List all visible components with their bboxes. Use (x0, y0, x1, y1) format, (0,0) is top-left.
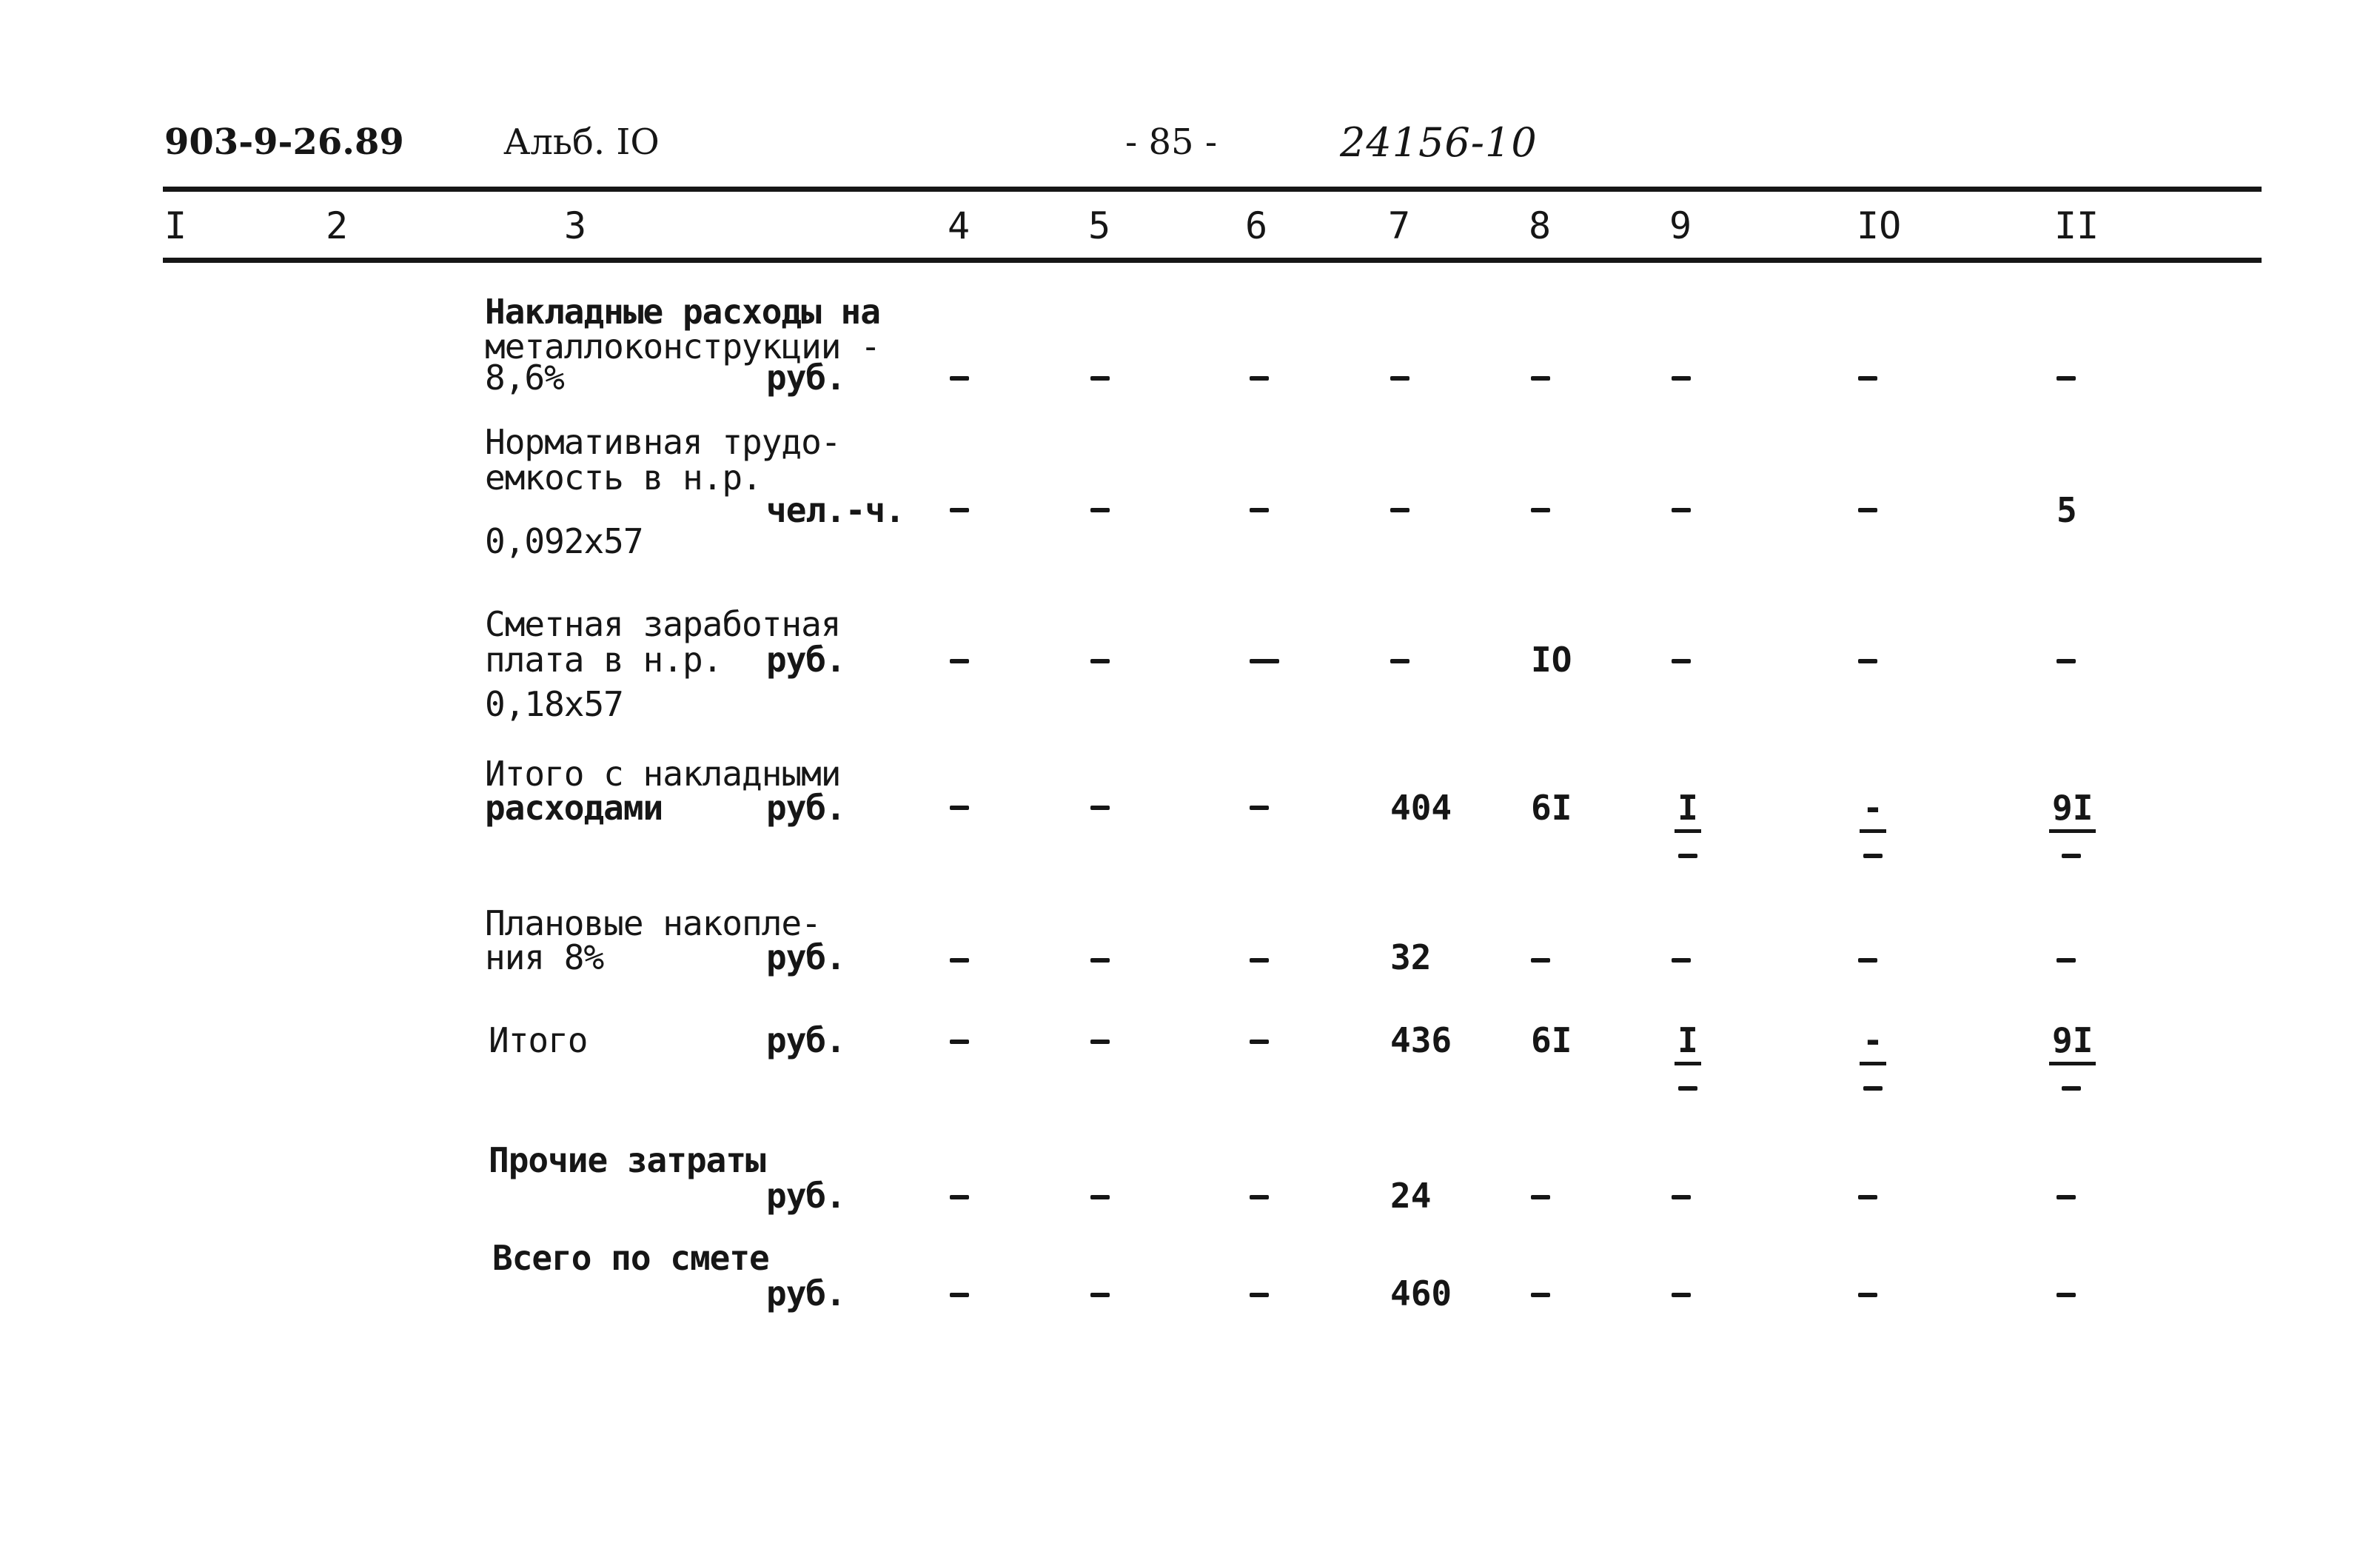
fraction-denominator-dash (1678, 854, 1697, 858)
cell-dash (950, 1293, 969, 1297)
cell-dash (1858, 659, 1877, 663)
cell-value: 6I (1531, 788, 1572, 828)
row-description-line: Накладные расходы на (485, 292, 880, 332)
cell-dash (1672, 659, 1691, 663)
cell-dash (1858, 1293, 1877, 1297)
row-description-line: металлоконструкции - (485, 327, 880, 366)
cell-dash (1531, 1293, 1550, 1297)
cell-dash (2056, 1293, 2076, 1297)
cell-dash (1090, 806, 1110, 810)
row-description-line: емкость в н.р. (485, 458, 762, 498)
row-description-line: плата в н.р. (485, 640, 723, 680)
fraction-numerator: - (1860, 1023, 1886, 1065)
cell-dash (1090, 1195, 1110, 1199)
row-unit: руб. (766, 1020, 845, 1060)
cell-value: 5 (2056, 490, 2077, 530)
cell-dash (1250, 376, 1269, 381)
cell-dash (1672, 508, 1691, 512)
cell-dash (1672, 376, 1691, 381)
row-description-line: 8,6% (485, 358, 564, 398)
cell-dash (1390, 659, 1409, 663)
cell-dash (1090, 1293, 1110, 1297)
cell-value: IO (1531, 640, 1572, 680)
cell-dash (2056, 376, 2076, 381)
row-formula: 0,18x57 (485, 684, 623, 724)
column-number-8: 8 (1529, 204, 1552, 247)
cell-dash (950, 1195, 969, 1199)
column-number-11: II (2054, 204, 2099, 247)
column-number-3: 3 (564, 204, 587, 247)
cell-dash (1390, 508, 1409, 512)
cell-value: 24 (1390, 1176, 1432, 1216)
cell-dash (1390, 376, 1409, 381)
inventory-number: 24156-10 (1340, 119, 1538, 166)
row-description-line: Прочие затраты (489, 1140, 765, 1180)
cell-fraction (1851, 1020, 1895, 1091)
cell-dash (1250, 806, 1269, 810)
cell-dash (1531, 508, 1550, 512)
table-header-bottom-rule (163, 258, 2262, 263)
fraction-numerator: - (1860, 791, 1886, 833)
cell-dash (950, 958, 969, 963)
fraction-denominator-dash (1678, 1086, 1697, 1091)
cell-dash (1090, 1040, 1110, 1044)
cell-value: 32 (1390, 937, 1432, 977)
cell-dash (950, 376, 969, 381)
cell-fraction (2049, 788, 2094, 858)
cell-dash (950, 1040, 969, 1044)
fraction-denominator-dash (2062, 854, 2081, 858)
row-description-line: ния 8% (485, 937, 604, 977)
cell-dash (1531, 376, 1550, 381)
column-number-7: 7 (1388, 204, 1411, 247)
row-description-line: Итого (489, 1020, 588, 1060)
cell-dash (1250, 659, 1279, 663)
column-number-6: 6 (1245, 204, 1268, 247)
row-description-line: Сметная заработная (485, 604, 841, 644)
cell-fraction (1666, 788, 1710, 858)
cell-dash (1250, 1040, 1269, 1044)
fraction-denominator-dash (1863, 1086, 1883, 1091)
fraction-denominator-dash (2062, 1086, 2081, 1091)
table-top-rule (163, 187, 2262, 192)
cell-dash (1090, 508, 1110, 512)
row-unit: руб. (766, 937, 845, 977)
cell-dash (1858, 508, 1877, 512)
cell-fraction (1851, 788, 1895, 858)
fraction-numerator: I (1675, 791, 1701, 833)
fraction-numerator: I (1675, 1023, 1701, 1065)
column-number-10: IO (1857, 204, 1902, 247)
cell-dash (1090, 958, 1110, 963)
cell-value: 460 (1390, 1273, 1452, 1313)
fraction-denominator-dash (1863, 854, 1883, 858)
row-formula: 0,092x57 (485, 521, 643, 561)
row-unit: руб. (766, 640, 845, 680)
cell-dash (1858, 376, 1877, 381)
row-description-line: расходами (485, 788, 663, 828)
document-code: 903-9-26.89 (164, 121, 404, 163)
cell-dash (1858, 1195, 1877, 1199)
column-number-9: 9 (1669, 204, 1692, 247)
cell-dash (1672, 1195, 1691, 1199)
cell-dash (950, 508, 969, 512)
row-unit: руб. (766, 1176, 845, 1216)
cell-dash (1531, 958, 1550, 963)
fraction-numerator: 9I (2049, 1023, 2096, 1065)
cell-dash (1250, 1293, 1269, 1297)
row-unit: чел.-ч. (766, 490, 905, 530)
row-unit: руб. (766, 358, 845, 398)
cell-dash (1672, 1293, 1691, 1297)
cell-dash (950, 806, 969, 810)
row-description-line: Итого с накладными (485, 754, 841, 794)
column-number-5: 5 (1088, 204, 1111, 247)
cell-dash (1250, 508, 1269, 512)
row-description-line: Плановые накопле- (485, 903, 821, 943)
cell-dash (950, 659, 969, 663)
row-unit: руб. (766, 1273, 845, 1313)
cell-dash (1250, 1195, 1269, 1199)
cell-dash (1090, 376, 1110, 381)
album-number: Альб. IO (503, 121, 660, 163)
cell-dash (1858, 958, 1877, 963)
cell-dash (1250, 958, 1269, 963)
column-number-4: 4 (948, 204, 971, 247)
cell-dash (1531, 1195, 1550, 1199)
page-number: - 85 - (1125, 121, 1218, 163)
cell-value: 404 (1390, 788, 1452, 828)
cell-fraction (1666, 1020, 1710, 1091)
row-unit: руб. (766, 788, 845, 828)
column-number-1: I (164, 204, 187, 247)
fraction-numerator: 9I (2049, 791, 2096, 833)
column-number-2: 2 (326, 204, 349, 247)
row-description-line: Нормативная трудо- (485, 422, 841, 462)
cell-value: 6I (1531, 1020, 1572, 1060)
cell-dash (2056, 1195, 2076, 1199)
cell-value: 436 (1390, 1020, 1452, 1060)
cell-dash (1672, 958, 1691, 963)
cell-fraction (2049, 1020, 2094, 1091)
cell-dash (1090, 659, 1110, 663)
cell-dash (2056, 958, 2076, 963)
row-description-line: Всего по смете (492, 1238, 769, 1278)
cell-dash (2056, 659, 2076, 663)
